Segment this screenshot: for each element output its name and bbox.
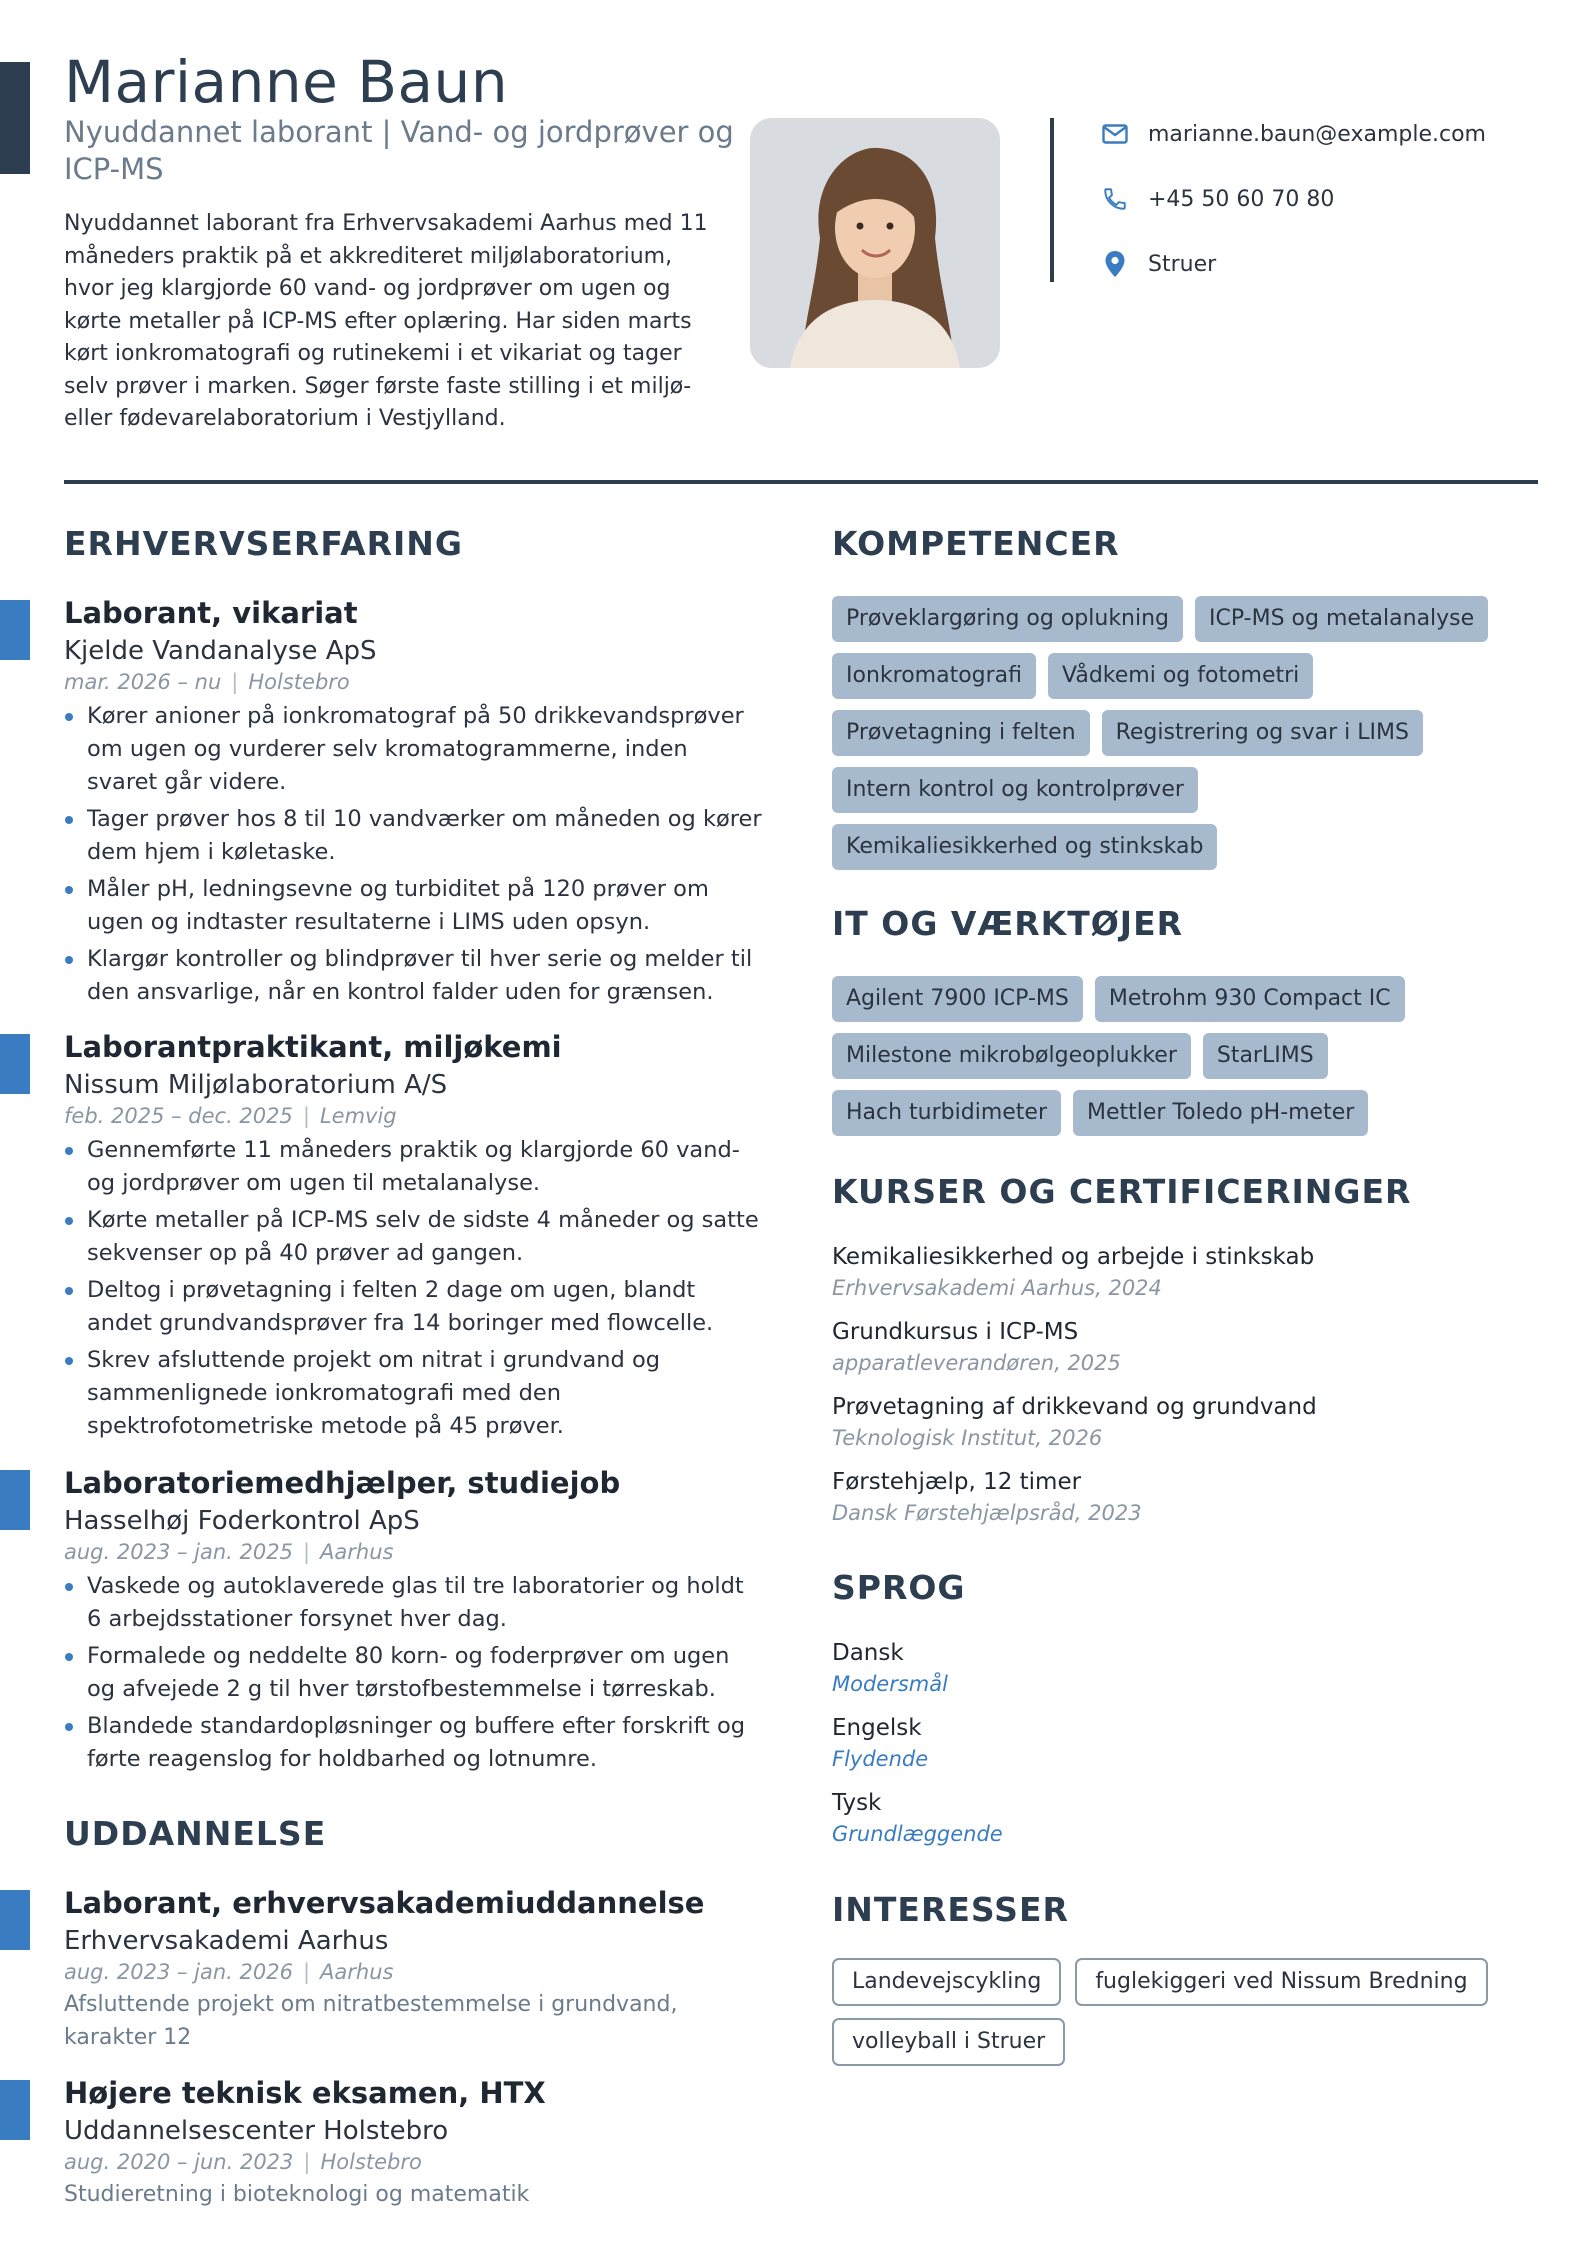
education-title: Laborant, erhvervsakademiuddannelse [64,1886,705,1920]
job-bullet: Klargør kontroller og blindprøver til hver serie og melder til den ansvarlige, når en kontrol falder uden for grænsen. [64,943,764,1009]
education-meta: aug. 2020 – jun. 2023 | Holstebro [64,2150,422,2174]
education-location: Holstebro [320,2150,422,2174]
education-accent-bar [0,1890,30,1950]
job-bullets [64,700,764,1013]
skill-tag: Kemikaliesikkerhed og stinkskab [832,824,1217,870]
skill-tag: Prøvetagning i felten [832,710,1090,756]
job-dates: aug. 2023 – jan. 2025 [64,1540,293,1564]
tool-tag: Hach turbidimeter [832,1090,1061,1136]
skills-tags [832,596,1552,870]
certification-issuer: Erhvervsakademi Aarhus, 2024 [832,1276,1162,1300]
education-note: Afsluttende projekt om nitratbestemmelse i grundvand, karakter 12 [64,1992,678,2050]
job-bullet: Gennemførte 11 måneders praktik og klargjorde 60 vand- og jordprøver om ugen til metalanalyse. [64,1134,764,1200]
phone-icon [1100,184,1130,214]
certification-title: Prøvetagning af drikkevand og grundvand [832,1394,1317,1420]
certifications-heading: KURSER OG CERTIFICERINGER [832,1172,1412,1211]
job-title: Laborant, vikariat [64,596,358,630]
experience-heading: ERHVERVSERFARING [64,524,464,563]
job-dates: feb. 2025 – dec. 2025 [64,1104,293,1128]
skill-tag: Prøveklargøring og oplukning [832,596,1183,642]
language-name: Dansk [832,1640,904,1666]
language-name: Tysk [832,1790,882,1816]
education-meta: aug. 2023 – jan. 2026 | Aarhus [64,1960,394,1984]
job-bullet: Måler pH, ledningsevne og turbiditet på 120 prøver om ugen og indtaster resultaterne i LIMS uden opsyn. [64,873,764,939]
job-bullet: Skrev afsluttende projekt om nitrat i grundvand og sammenlignede ionkromatografi med den spektrofotometriske metode på 45 prøver. [64,1344,764,1443]
contact-divider [1050,118,1054,282]
mail-icon [1100,119,1130,149]
candidate-headline: Nyuddannet laborant | Vand- og jordprøver og ICP-MS [64,115,734,186]
interest-tag: fuglekiggeri ved Nissum Bredning [1075,1958,1487,2006]
education-school: Erhvervsakademi Aarhus [64,1926,389,1956]
job-meta: mar. 2026 – nu | Holstebro [64,670,350,694]
profile-summary: Nyuddannet laborant fra Erhvervsakademi Aarhus med 11 måneders praktik på et akkrediteret miljølaboratorium, hvor jeg klargjorde 60 vand- og jordprøver om ugen og kørte metaller på ICP-MS efter oplæring. Har siden marts kørt ionkromatografi og rutinekemi i et vikariat og tager selv prøver i marken. Søger første faste stilling i et miljø- eller fødevarelaboratorium i Vestjylland. [64,211,708,431]
languages-heading: SPROG [832,1568,966,1607]
certification-title: Førstehjælp, 12 timer [832,1469,1082,1495]
header-accent-bar [0,62,30,174]
tool-tag: Milestone mikrobølgeoplukker [832,1033,1191,1079]
certification-issuer: Teknologisk Institut, 2026 [832,1426,1103,1450]
education-heading: UDDANNELSE [64,1814,327,1853]
job-bullets [64,1134,764,1447]
language-level: Modersmål [832,1672,948,1696]
interests-heading: INTERESSER [832,1890,1069,1929]
job-employer: Kjelde Vandanalyse ApS [64,636,377,666]
phone-text: +45 50 60 70 80 [1148,186,1335,212]
certification-issuer: Dansk Førstehjælpsråd, 2023 [832,1501,1142,1525]
skill-tag: Intern kontrol og kontrolprøver [832,767,1198,813]
job-title: Laborantpraktikant, miljøkemi [64,1030,562,1064]
skill-tag: ICP-MS og metalanalyse [1195,596,1488,642]
tool-tag: StarLIMS [1203,1033,1328,1079]
education-location: Aarhus [320,1960,394,1984]
interest-tag: volleyball i Struer [832,2018,1065,2066]
job-dates: mar. 2026 – nu [64,670,222,694]
candidate-name: Marianne Baun [64,48,509,116]
location-pin-icon [1100,249,1130,279]
language-level: Grundlæggende [832,1822,1003,1846]
job-accent-bar [0,600,30,660]
job-location: Aarhus [320,1540,394,1564]
education-school: Uddannelsescenter Holstebro [64,2116,449,2146]
profile-photo [750,118,1000,368]
job-accent-bar [0,1470,30,1530]
job-bullet: Vaskede og autoklaverede glas til tre laboratorier og holdt 6 arbejdsstationer forsynet hver dag. [64,1570,764,1636]
job-bullet: Deltog i prøvetagning i felten 2 dage om ugen, blandt andet grundvandsprøver fra 14 boringer med flowcelle. [64,1274,764,1340]
job-accent-bar [0,1034,30,1094]
skill-tag: Vådkemi og fotometri [1048,653,1313,699]
certification-title: Kemikaliesikkerhed og arbejde i stinkskab [832,1244,1315,1270]
skills-heading: KOMPETENCER [832,524,1120,563]
job-bullet: Formalede og neddelte 80 korn- og foderprøver om ugen og afvejede 2 g til hver tørstofbestemmelse i tørreskab. [64,1640,764,1706]
contact-location [1100,244,1216,284]
job-bullet: Kører anioner på ionkromatograf på 50 drikkevandsprøver om ugen og vurderer selv kromatogrammerne, inden svaret går videre. [64,700,764,799]
header-divider [64,480,1538,484]
portrait-image [750,118,1000,368]
job-bullets [64,1570,764,1780]
tools-tags [832,976,1552,1136]
language-name: Engelsk [832,1715,922,1741]
job-bullet: Tager prøver hos 8 til 10 vandværker om måneden og kører dem hjem i køletaske. [64,803,764,869]
job-meta: aug. 2023 – jan. 2025 | Aarhus [64,1540,394,1564]
contact-phone[interactable] [1100,179,1334,219]
tools-heading: IT OG VÆRKTØJER [832,904,1184,943]
tool-tag: Mettler Toledo pH-meter [1073,1090,1368,1136]
job-meta: feb. 2025 – dec. 2025 | Lemvig [64,1104,397,1128]
education-dates: aug. 2023 – jan. 2026 [64,1960,293,1984]
job-employer: Nissum Miljølaboratorium A/S [64,1070,448,1100]
certification-issuer: apparatleverandøren, 2025 [832,1351,1121,1375]
education-title: Højere teknisk eksamen, HTX [64,2076,546,2110]
certification-title: Grundkursus i ICP-MS [832,1319,1079,1345]
job-employer: Hasselhøj Foderkontrol ApS [64,1506,420,1536]
skill-tag: Ionkromatografi [832,653,1036,699]
interest-tag: Landevejscykling [832,1958,1061,2006]
job-bullet: Kørte metaller på ICP-MS selv de sidste 4 måneder og satte sekvenser op på 40 prøver ad gangen. [64,1204,764,1270]
job-location: Lemvig [319,1104,397,1128]
language-level: Flydende [832,1747,929,1771]
job-location: Holstebro [248,670,350,694]
education-note: Studieretning i bioteknologi og matematik [64,2182,530,2207]
interests-tags [832,1958,1552,2066]
location-text: Struer [1148,251,1217,277]
skill-tag: Registrering og svar i LIMS [1102,710,1423,756]
email-text: marianne.baun@example.com [1148,121,1486,147]
job-bullet: Blandede standardopløsninger og buffere efter forskrift og førte reagenslog for holdbarhed og lotnumre. [64,1710,764,1776]
education-dates: aug. 2020 – jun. 2023 [64,2150,294,2174]
job-title: Laboratoriemedhjælper, studiejob [64,1466,621,1500]
tool-tag: Agilent 7900 ICP-MS [832,976,1083,1022]
education-accent-bar [0,2080,30,2140]
contact-email[interactable] [1100,114,1486,154]
tool-tag: Metrohm 930 Compact IC [1095,976,1405,1022]
